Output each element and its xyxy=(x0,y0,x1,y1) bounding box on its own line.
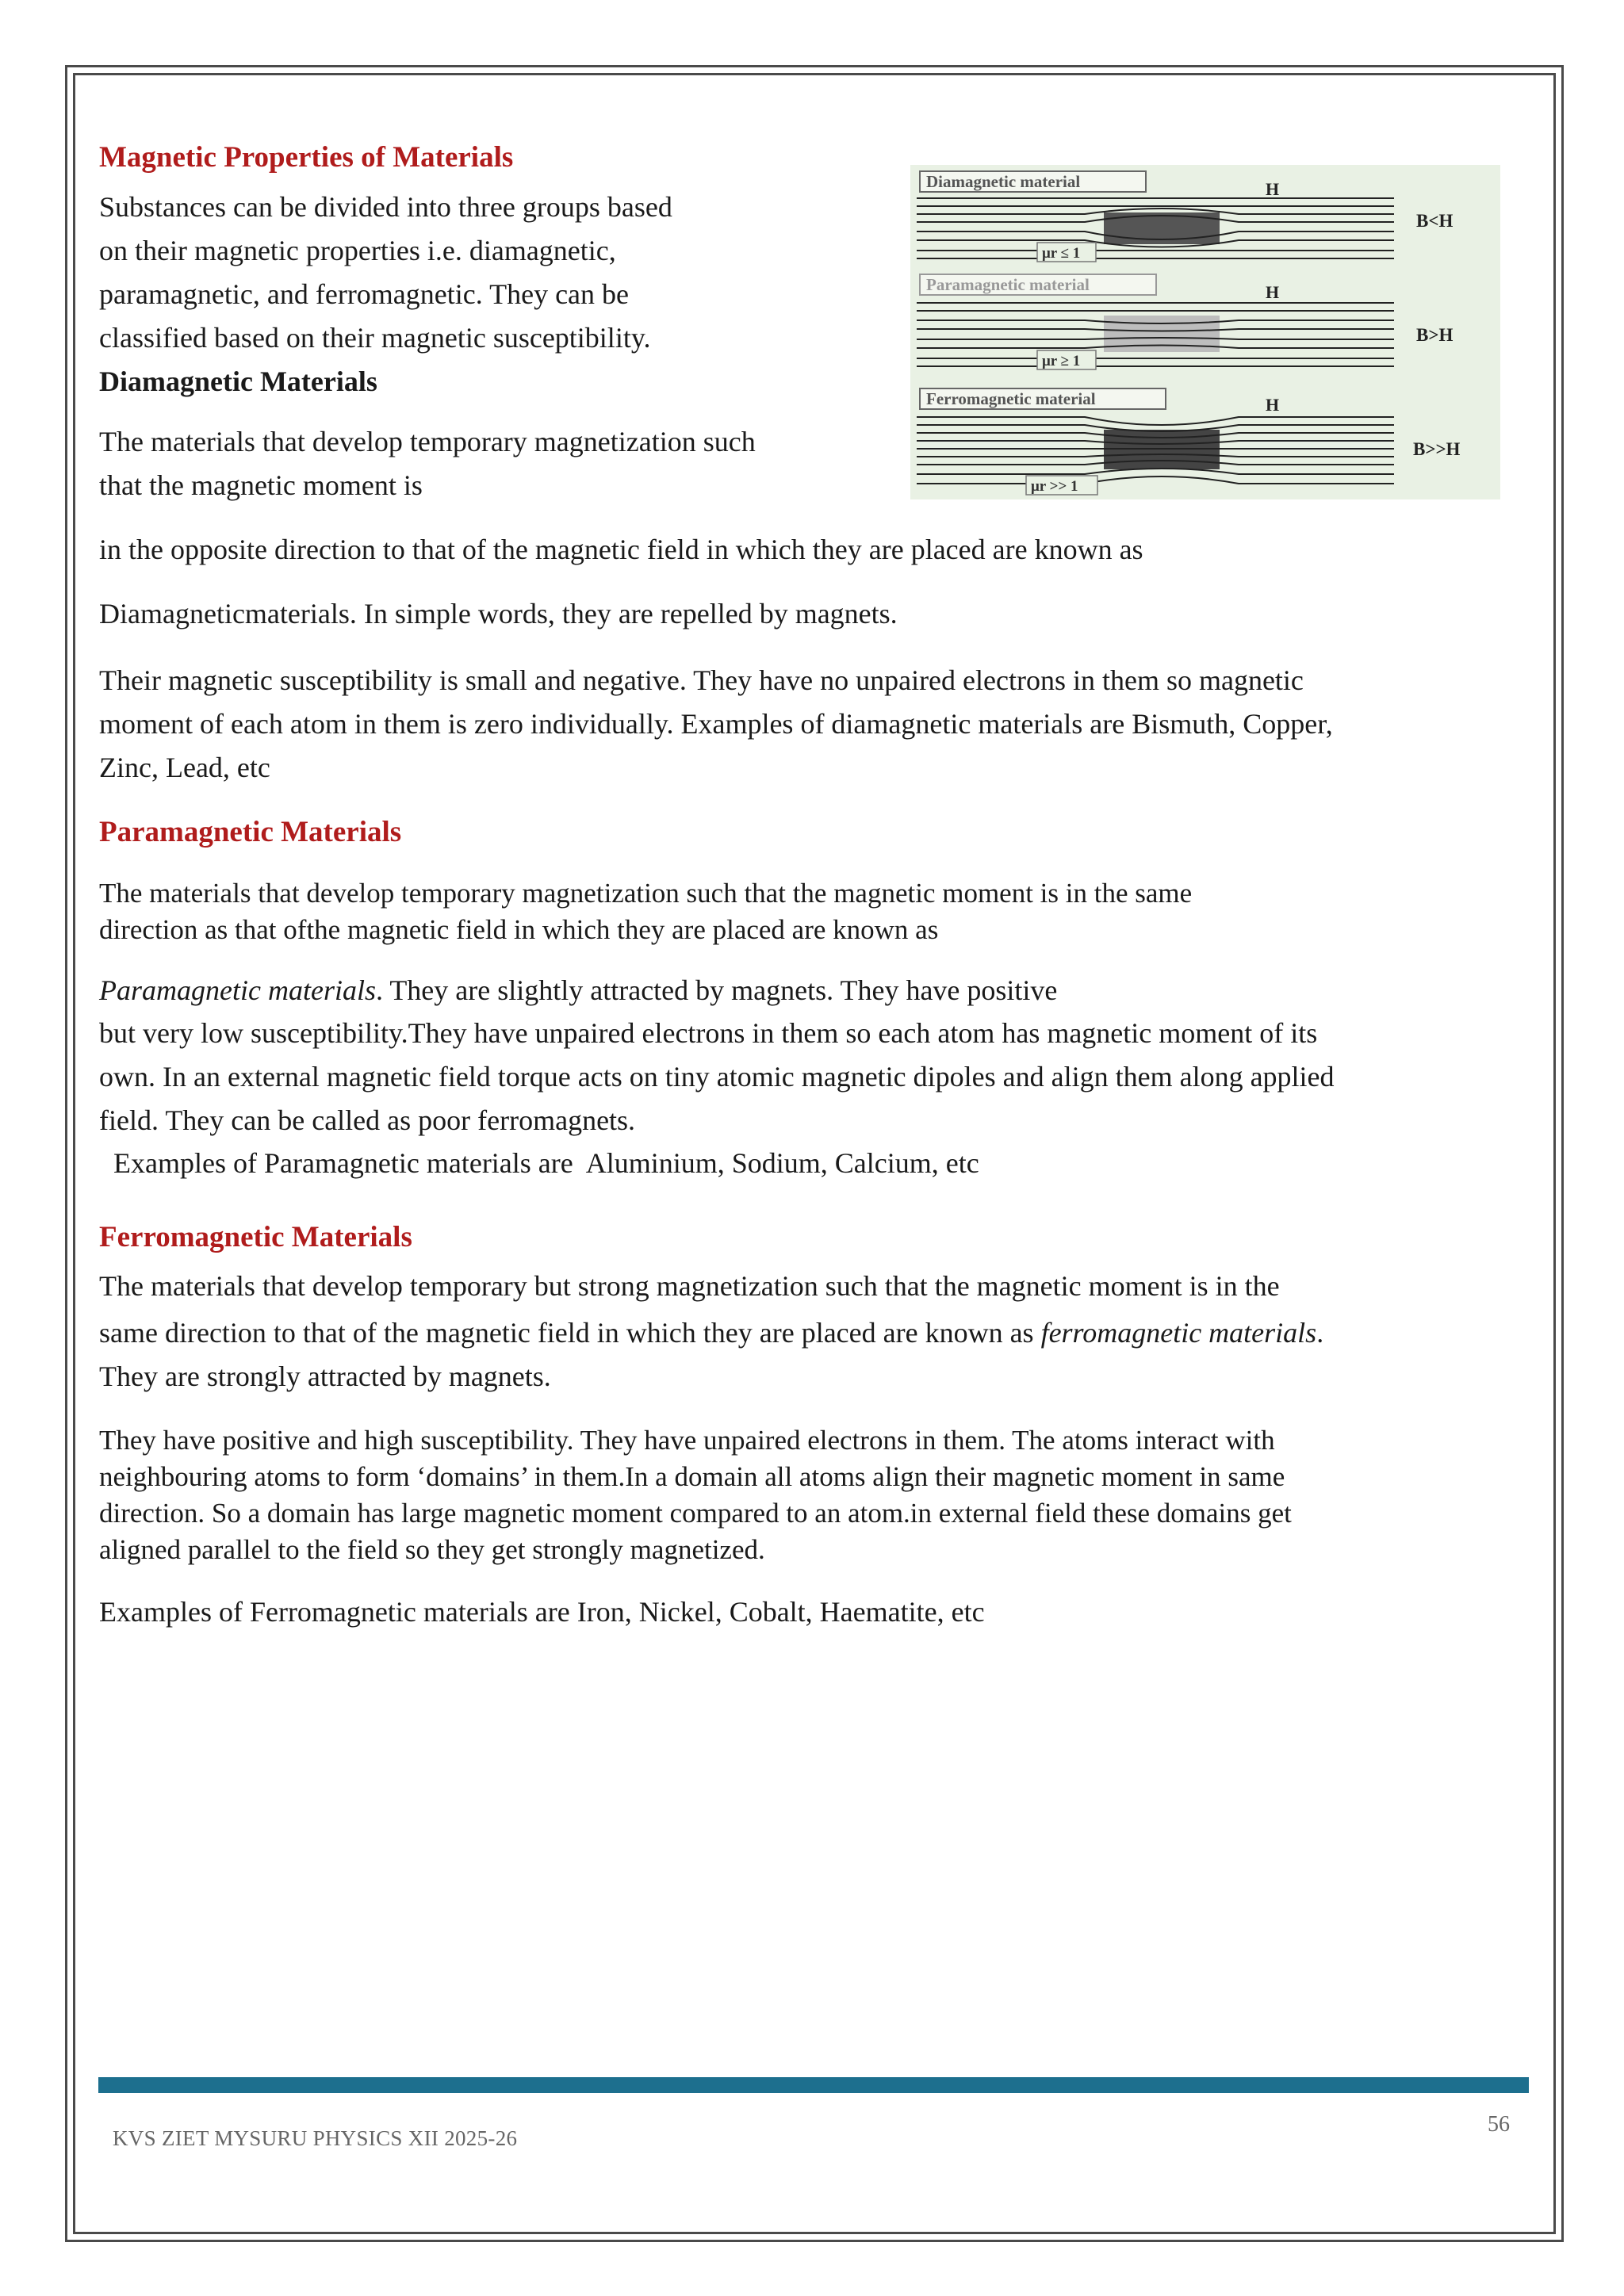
ferromagnetic-panel xyxy=(917,388,1461,495)
ferromagnetic-term: ferromagnetic materials xyxy=(1040,1317,1317,1349)
paramagnetic-term: Paramagnetic materials xyxy=(99,974,376,1006)
paramagnetic-panel xyxy=(917,274,1453,369)
paramagnetic-heading: Paramagnetic Materials xyxy=(99,816,402,848)
ferromagnetic-line: The materials that develop temporary but strong magnetization such that the magnetic moment is in the xyxy=(99,1270,1280,1302)
paramagnetic-line: direction as that ofthe magnetic field in which they are placed are known as xyxy=(99,914,939,945)
svg-text:μr ≥ 1: μr ≥ 1 xyxy=(1042,353,1081,369)
footer-rule xyxy=(98,2077,1529,2093)
paramagnetic-line: The materials that develop temporary magnetization such that the magnetic moment is in the same xyxy=(99,878,1193,909)
ferromagnetic-line: neighbouring atoms to form ‘domains’ in them.In a domain all atoms align their magnetic moment in same xyxy=(99,1461,1285,1492)
svg-text:H: H xyxy=(1266,179,1280,199)
diamagnetic-line: The materials that develop temporary magnetization such xyxy=(99,426,756,457)
diamagnetic-heading: Diamagnetic Materials xyxy=(99,365,377,397)
intro-line: on their magnetic properties i.e. diamagnetic, xyxy=(99,235,616,266)
svg-text:μr >> 1: μr >> 1 xyxy=(1031,478,1078,495)
svg-text:B>>H: B>>H xyxy=(1413,439,1461,459)
diamagnetic-line: that the magnetic moment is xyxy=(99,469,423,501)
footer-text: KVS ZIET MYSURU PHYSICS XII 2025-26 xyxy=(113,2126,518,2150)
diamagnetic-line: in the opposite direction to that of the magnetic field in which they are placed are known as xyxy=(99,534,1143,565)
ferromagnetic-heading: Ferromagnetic Materials xyxy=(99,1221,412,1253)
diamagnetic-line: moment of each atom in them is zero individually. Examples of diamagnetic materials are Bismuth, Copper, xyxy=(99,708,1333,740)
diamagnetic-line: Their magnetic susceptibility is small and negative. They have no unpaired electrons in them so magnetic xyxy=(99,664,1304,696)
page-number: 56 xyxy=(1488,2112,1510,2137)
diamagnetic-line: Diamagneticmaterials. In simple words, they are repelled by magnets. xyxy=(99,598,898,629)
intro-line: classified based on their magnetic susceptibility. xyxy=(99,322,651,354)
diamagnetic-line: Zinc, Lead, etc xyxy=(99,752,270,783)
paramagnetic-line: field. They can be called as poor ferromagnets. xyxy=(99,1104,636,1136)
paramagnetic-line: own. In an external magnetic field torque acts on tiny atomic magnetic dipoles and align them along applied xyxy=(99,1061,1335,1093)
ferromagnetic-line: They have positive and high susceptibility. They have unpaired electrons in them. The atoms interact with xyxy=(99,1425,1275,1456)
intro-line: paramagnetic, and ferromagnetic. They can be xyxy=(99,278,630,310)
ferromagnetic-line: direction. So a domain has large magnetic moment compared to an atom.in external field these domains get xyxy=(99,1498,1292,1529)
svg-text:Ferromagnetic material: Ferromagnetic material xyxy=(926,389,1096,408)
ferromagnetic-line: They are strongly attracted by magnets. xyxy=(99,1360,551,1392)
paramagnetic-line: Paramagnetic materials. They are slightly attracted by magnets. They have positive xyxy=(99,974,1058,1006)
svg-text:Paramagnetic material: Paramagnetic material xyxy=(926,275,1090,294)
ferromagnetic-examples: Examples of Ferromagnetic materials are Iron, Nickel, Cobalt, Haematite, etc xyxy=(99,1596,985,1628)
magnetic-materials-figure xyxy=(910,165,1500,499)
svg-text:μr ≤ 1: μr ≤ 1 xyxy=(1042,245,1081,262)
section-title: Magnetic Properties of Materials xyxy=(99,141,514,174)
svg-text:Diamagnetic material: Diamagnetic material xyxy=(926,172,1081,191)
ferromagnetic-line: aligned parallel to the field so they get strongly magnetized. xyxy=(99,1534,765,1565)
svg-text:H: H xyxy=(1266,395,1280,415)
svg-text:B>H: B>H xyxy=(1416,325,1454,345)
svg-text:H: H xyxy=(1266,282,1280,302)
diamagnetic-panel xyxy=(917,171,1453,262)
svg-text:B<H: B<H xyxy=(1416,211,1454,231)
paramagnetic-examples: Examples of Paramagnetic materials are Aluminium, Sodium, Calcium, etc xyxy=(99,1147,979,1179)
paramagnetic-line: but very low susceptibility.They have unpaired electrons in them so each atom has magnetic moment of its xyxy=(99,1017,1318,1049)
intro-line: Substances can be divided into three groups based xyxy=(99,191,672,223)
ferromagnetic-line: same direction to that of the magnetic field in which they are placed are known as ferromagnetic materials. xyxy=(99,1317,1324,1349)
